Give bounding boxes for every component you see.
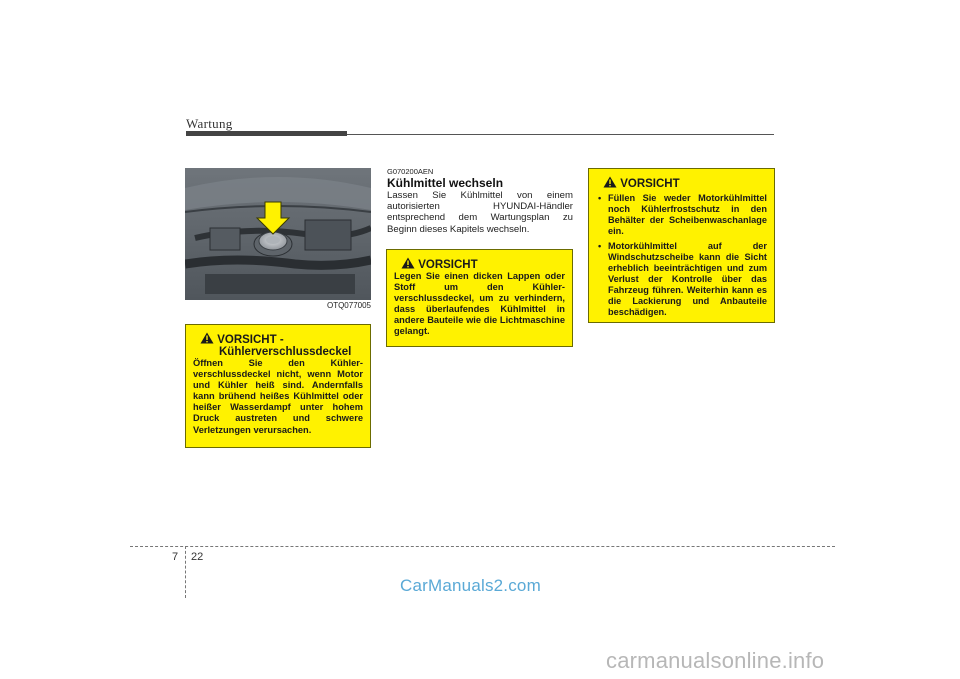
chapter-number: 7: [172, 551, 179, 563]
warning-triangle-icon: [401, 257, 415, 269]
caution-box-rag: [386, 249, 573, 347]
warning-triangle-icon: [200, 332, 214, 344]
figure-caption: OTQ077005: [185, 301, 371, 315]
caution-body: Öffnen Sie den Kühler- verschlussdeckel nicht, wenn Motor und Kühler heiß sind. Andernfalls kann brühend heißes Kühlmittel oder heißer Wasserdampf unter hohem Druck austreten und schwere Verletzungen verursachen.: [193, 358, 363, 435]
section-title: Kühlmittel wechseln: [387, 176, 504, 190]
caution-box-radiator-cap: [185, 324, 371, 448]
caution-list: [596, 193, 767, 318]
section-body: Lassen Sie Kühlmittel von einem autorisierten HYUNDAI-Händler entsprechend dem Wartungsplan zu Beginn dieses Kapitels wechseln.: [387, 190, 573, 235]
caution-body: Legen Sie einen dicken Lappen oder Stoff um den Kühler- verschlussdeckel, um zu verhindern, dass überlaufendes Kühlmittel in andere Bauteile wie die Lichtmaschine gelangt.: [394, 271, 565, 337]
caution-title-row: [401, 257, 565, 271]
header-bar-thick: [186, 131, 347, 136]
list-item: • Füllen Sie weder Motorkühlmittel noch Kühlerfrostschutz in den Behälter der Scheibenwaschanlage ein.: [596, 193, 767, 237]
caution-title-row: [200, 332, 363, 346]
section-header-title: Wartung: [186, 116, 233, 131]
warning-triangle-icon: [603, 176, 617, 188]
caution-box-washer: [588, 168, 775, 323]
document-code: G070200AEN: [387, 167, 434, 176]
engine-bay-illustration: [185, 168, 371, 300]
caution-title-row: [603, 176, 767, 190]
watermark-link-bottom[interactable]: carmanualsonline.info: [606, 648, 825, 673]
watermark-link-top[interactable]: CarManuals2.com: [400, 576, 541, 595]
header-rule: [347, 134, 774, 135]
radiator-cap-photo: [185, 168, 371, 300]
footer-vertical-rule: [185, 546, 186, 598]
caution-subtitle: Kühlerverschlussdeckel: [219, 346, 352, 358]
caution-title: VORSICHT -: [217, 334, 284, 346]
caution-title: VORSICHT: [418, 259, 478, 271]
list-item: • Motorkühlmittel auf der Windschutzscheibe kann die Sicht erheblich beeinträchtigen und zum Verlust der Kontrolle über das Fahrzeug führen. Weiterhin kann es die Lackierung und Anbauteile beschädigen.: [596, 241, 767, 318]
caution-title: VORSICHT: [620, 178, 680, 190]
footer-rule: [130, 546, 835, 547]
page-number: 22: [191, 551, 204, 563]
